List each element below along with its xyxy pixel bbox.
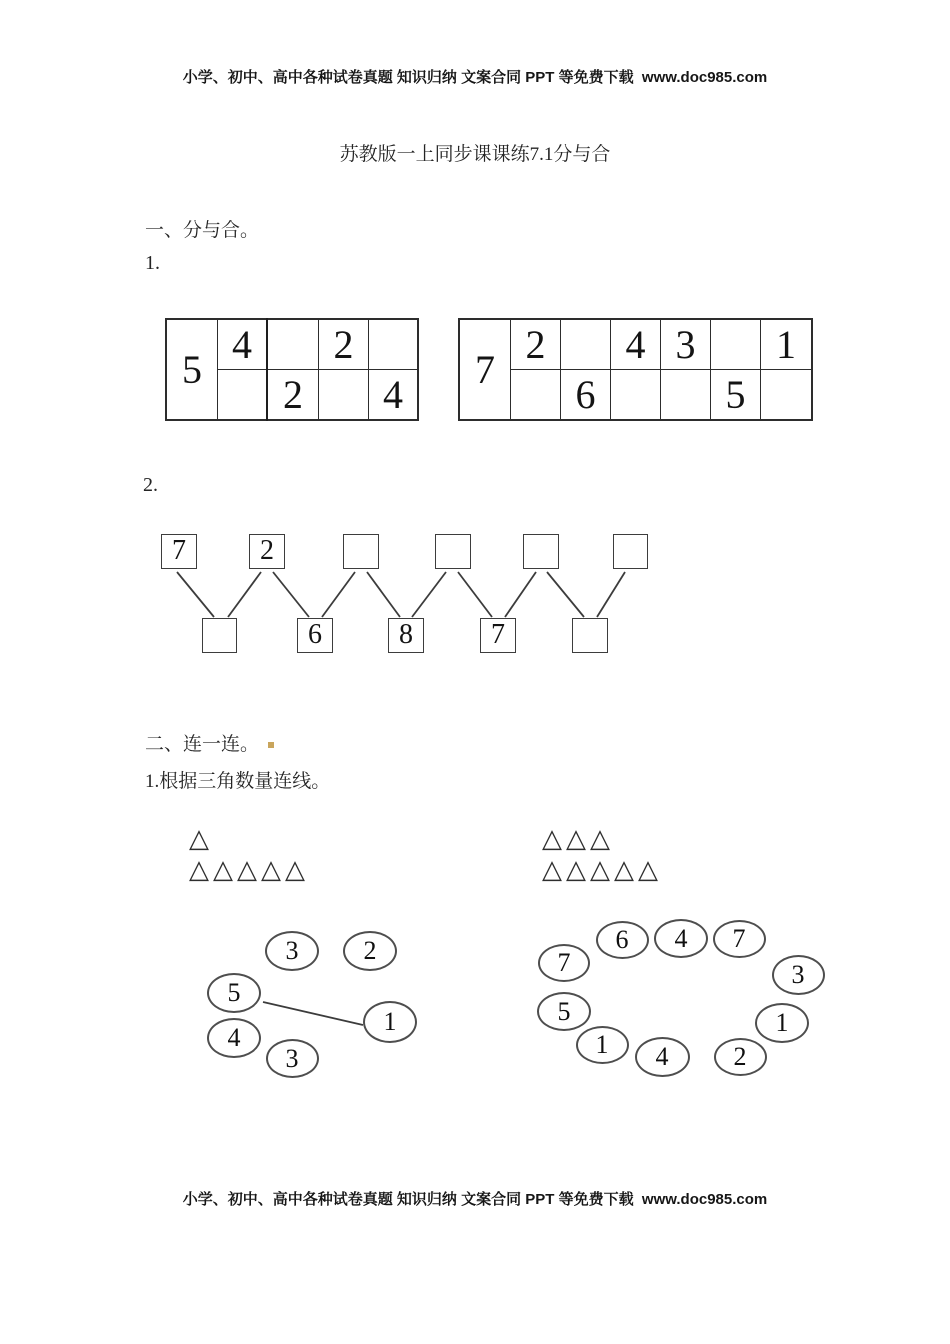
section1-item2-label: 2.	[143, 474, 158, 496]
table-cell-answer[interactable]	[711, 319, 761, 370]
number-circle[interactable]: 1	[363, 1001, 417, 1043]
table-cell-answer[interactable]	[511, 370, 561, 421]
number-circle[interactable]: 5	[537, 992, 591, 1031]
bond-box-top-answer[interactable]	[343, 534, 379, 569]
number-circle[interactable]: 1	[755, 1003, 809, 1043]
table-cell: 4	[218, 319, 268, 370]
table-row	[166, 319, 418, 370]
section2-item-label: 1.根据三角数量连线。	[145, 771, 331, 792]
table-row	[459, 319, 812, 370]
section2-heading	[145, 729, 274, 756]
table-cell: 4	[369, 370, 419, 421]
table-cell-answer[interactable]	[218, 370, 268, 421]
bond-zigzag-lines	[177, 572, 625, 617]
total-cell: 7	[459, 319, 511, 420]
triangle-row-right-1: △△△	[542, 824, 614, 854]
table-cell-answer[interactable]	[611, 370, 661, 421]
table-cell: 1	[761, 319, 813, 370]
table-cell-answer[interactable]	[319, 370, 369, 421]
bond-box-top-answer[interactable]	[613, 534, 648, 569]
stray-dot	[268, 742, 274, 748]
number-circle[interactable]: 3	[266, 1039, 319, 1078]
number-circle[interactable]: 2	[343, 931, 397, 971]
number-circle[interactable]: 4	[654, 919, 708, 958]
total-cell: 5	[166, 319, 218, 420]
section2-heading-text: 二、连一连。	[145, 734, 260, 755]
table-cell-answer[interactable]	[661, 370, 711, 421]
number-circle[interactable]: 4	[635, 1037, 690, 1077]
number-circle[interactable]: 6	[596, 921, 649, 959]
section1-item1-label: 1.	[145, 252, 160, 274]
triangle-row-right-2: △△△△△	[542, 855, 662, 885]
footer-text: 小学、初中、高中各种试卷真题 知识归纳 文案合同 PPT 等免费下载 www.doc985.com	[182, 1191, 768, 1208]
number-circle[interactable]: 7	[713, 920, 766, 958]
number-circle[interactable]: 7	[538, 944, 590, 982]
table-cell: 2	[267, 370, 319, 421]
bond-box-bottom-answer[interactable]	[202, 618, 237, 653]
number-circle[interactable]: 3	[772, 955, 825, 995]
table-cell: 4	[611, 319, 661, 370]
table-cell: 6	[561, 370, 611, 421]
split-table-7	[458, 318, 813, 421]
number-circle[interactable]: 4	[207, 1018, 261, 1058]
table-cell: 5	[711, 370, 761, 421]
header-text: 小学、初中、高中各种试卷真题 知识归纳 文案合同 PPT 等免费下载 www.doc985.com	[182, 69, 768, 86]
bond-box-bottom: 7	[480, 618, 516, 653]
bond-box-top-answer[interactable]	[435, 534, 471, 569]
table-cell-answer[interactable]	[267, 319, 319, 370]
page-title: 苏教版一上同步课课练7.1分与合	[339, 144, 611, 165]
number-circle[interactable]: 5	[207, 973, 261, 1013]
section1-heading: 一、分与合。	[145, 220, 260, 241]
triangle-row-left-1: △	[189, 824, 213, 854]
table-row	[459, 370, 812, 421]
bond-box-top-answer[interactable]	[523, 534, 559, 569]
table-cell-answer[interactable]	[561, 319, 611, 370]
bond-box-bottom-answer[interactable]	[572, 618, 608, 653]
number-circle[interactable]: 2	[714, 1038, 767, 1076]
split-table-5	[165, 318, 419, 421]
table-cell: 2	[319, 319, 369, 370]
table-cell-answer[interactable]	[761, 370, 813, 421]
table-cell-answer[interactable]	[369, 319, 419, 370]
bond-box-bottom: 8	[388, 618, 424, 653]
bond-box-top: 7	[161, 534, 197, 569]
match-line-5-to-1	[263, 1002, 363, 1025]
table-cell: 2	[511, 319, 561, 370]
bond-box-bottom: 6	[297, 618, 333, 653]
table-cell: 3	[661, 319, 711, 370]
number-circle[interactable]: 1	[576, 1026, 629, 1064]
triangle-row-left-2: △△△△△	[189, 855, 309, 885]
bond-box-top: 2	[249, 534, 285, 569]
number-circle[interactable]: 3	[265, 931, 319, 971]
